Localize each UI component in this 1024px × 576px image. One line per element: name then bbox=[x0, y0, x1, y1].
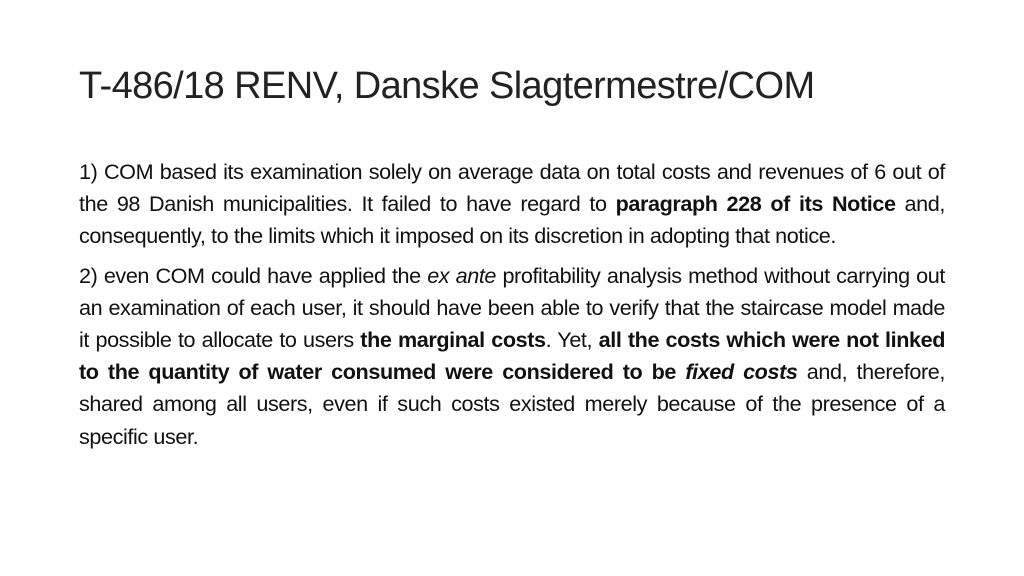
paragraph-2-text: even COM could have applied the bbox=[97, 262, 428, 288]
paragraph-2-number: 2) bbox=[79, 262, 98, 288]
paragraph-1-bold-reference: paragraph 228 of its Notice bbox=[615, 191, 896, 217]
paragraph-2-bold-marginal-costs: the marginal costs bbox=[360, 327, 546, 353]
paragraph-2-bold-statement: all the costs which were not linked to the quantity of water consumed were considered to be bbox=[79, 327, 945, 385]
paragraph-1-text-end: and, consequently, to the limits which it imposed on its discretion in adopting that notice. bbox=[79, 191, 945, 249]
paragraph-2-bold-italic-fixed-costs: fixed costs bbox=[685, 359, 798, 385]
paragraph-2-italic-term: ex ante bbox=[427, 262, 497, 288]
paragraph-1-text: COM based its examination solely on average data on total costs and revenues of 6 out of the 98 Danish municipalities. It failed to have regard to bbox=[79, 159, 945, 217]
slide-title: T-486/18 RENV, Danske Slagtermestre/COM bbox=[79, 65, 815, 107]
paragraph-2 bbox=[79, 260, 945, 453]
paragraph-2-text-middle: profitability analysis method without carrying out an examination of each user, it should have been able to verify that the staircase model made it possible to allocate to users bbox=[79, 262, 945, 353]
paragraph-2-text-end: and, therefore, shared among all users, even if such costs existed merely because of the presence of a specific user. bbox=[79, 359, 945, 449]
paragraph-2-text-yet: . Yet, bbox=[545, 327, 599, 353]
paragraph-1-number: 1) bbox=[79, 159, 98, 184]
paragraph-1 bbox=[79, 156, 945, 253]
slide-body bbox=[79, 156, 945, 460]
